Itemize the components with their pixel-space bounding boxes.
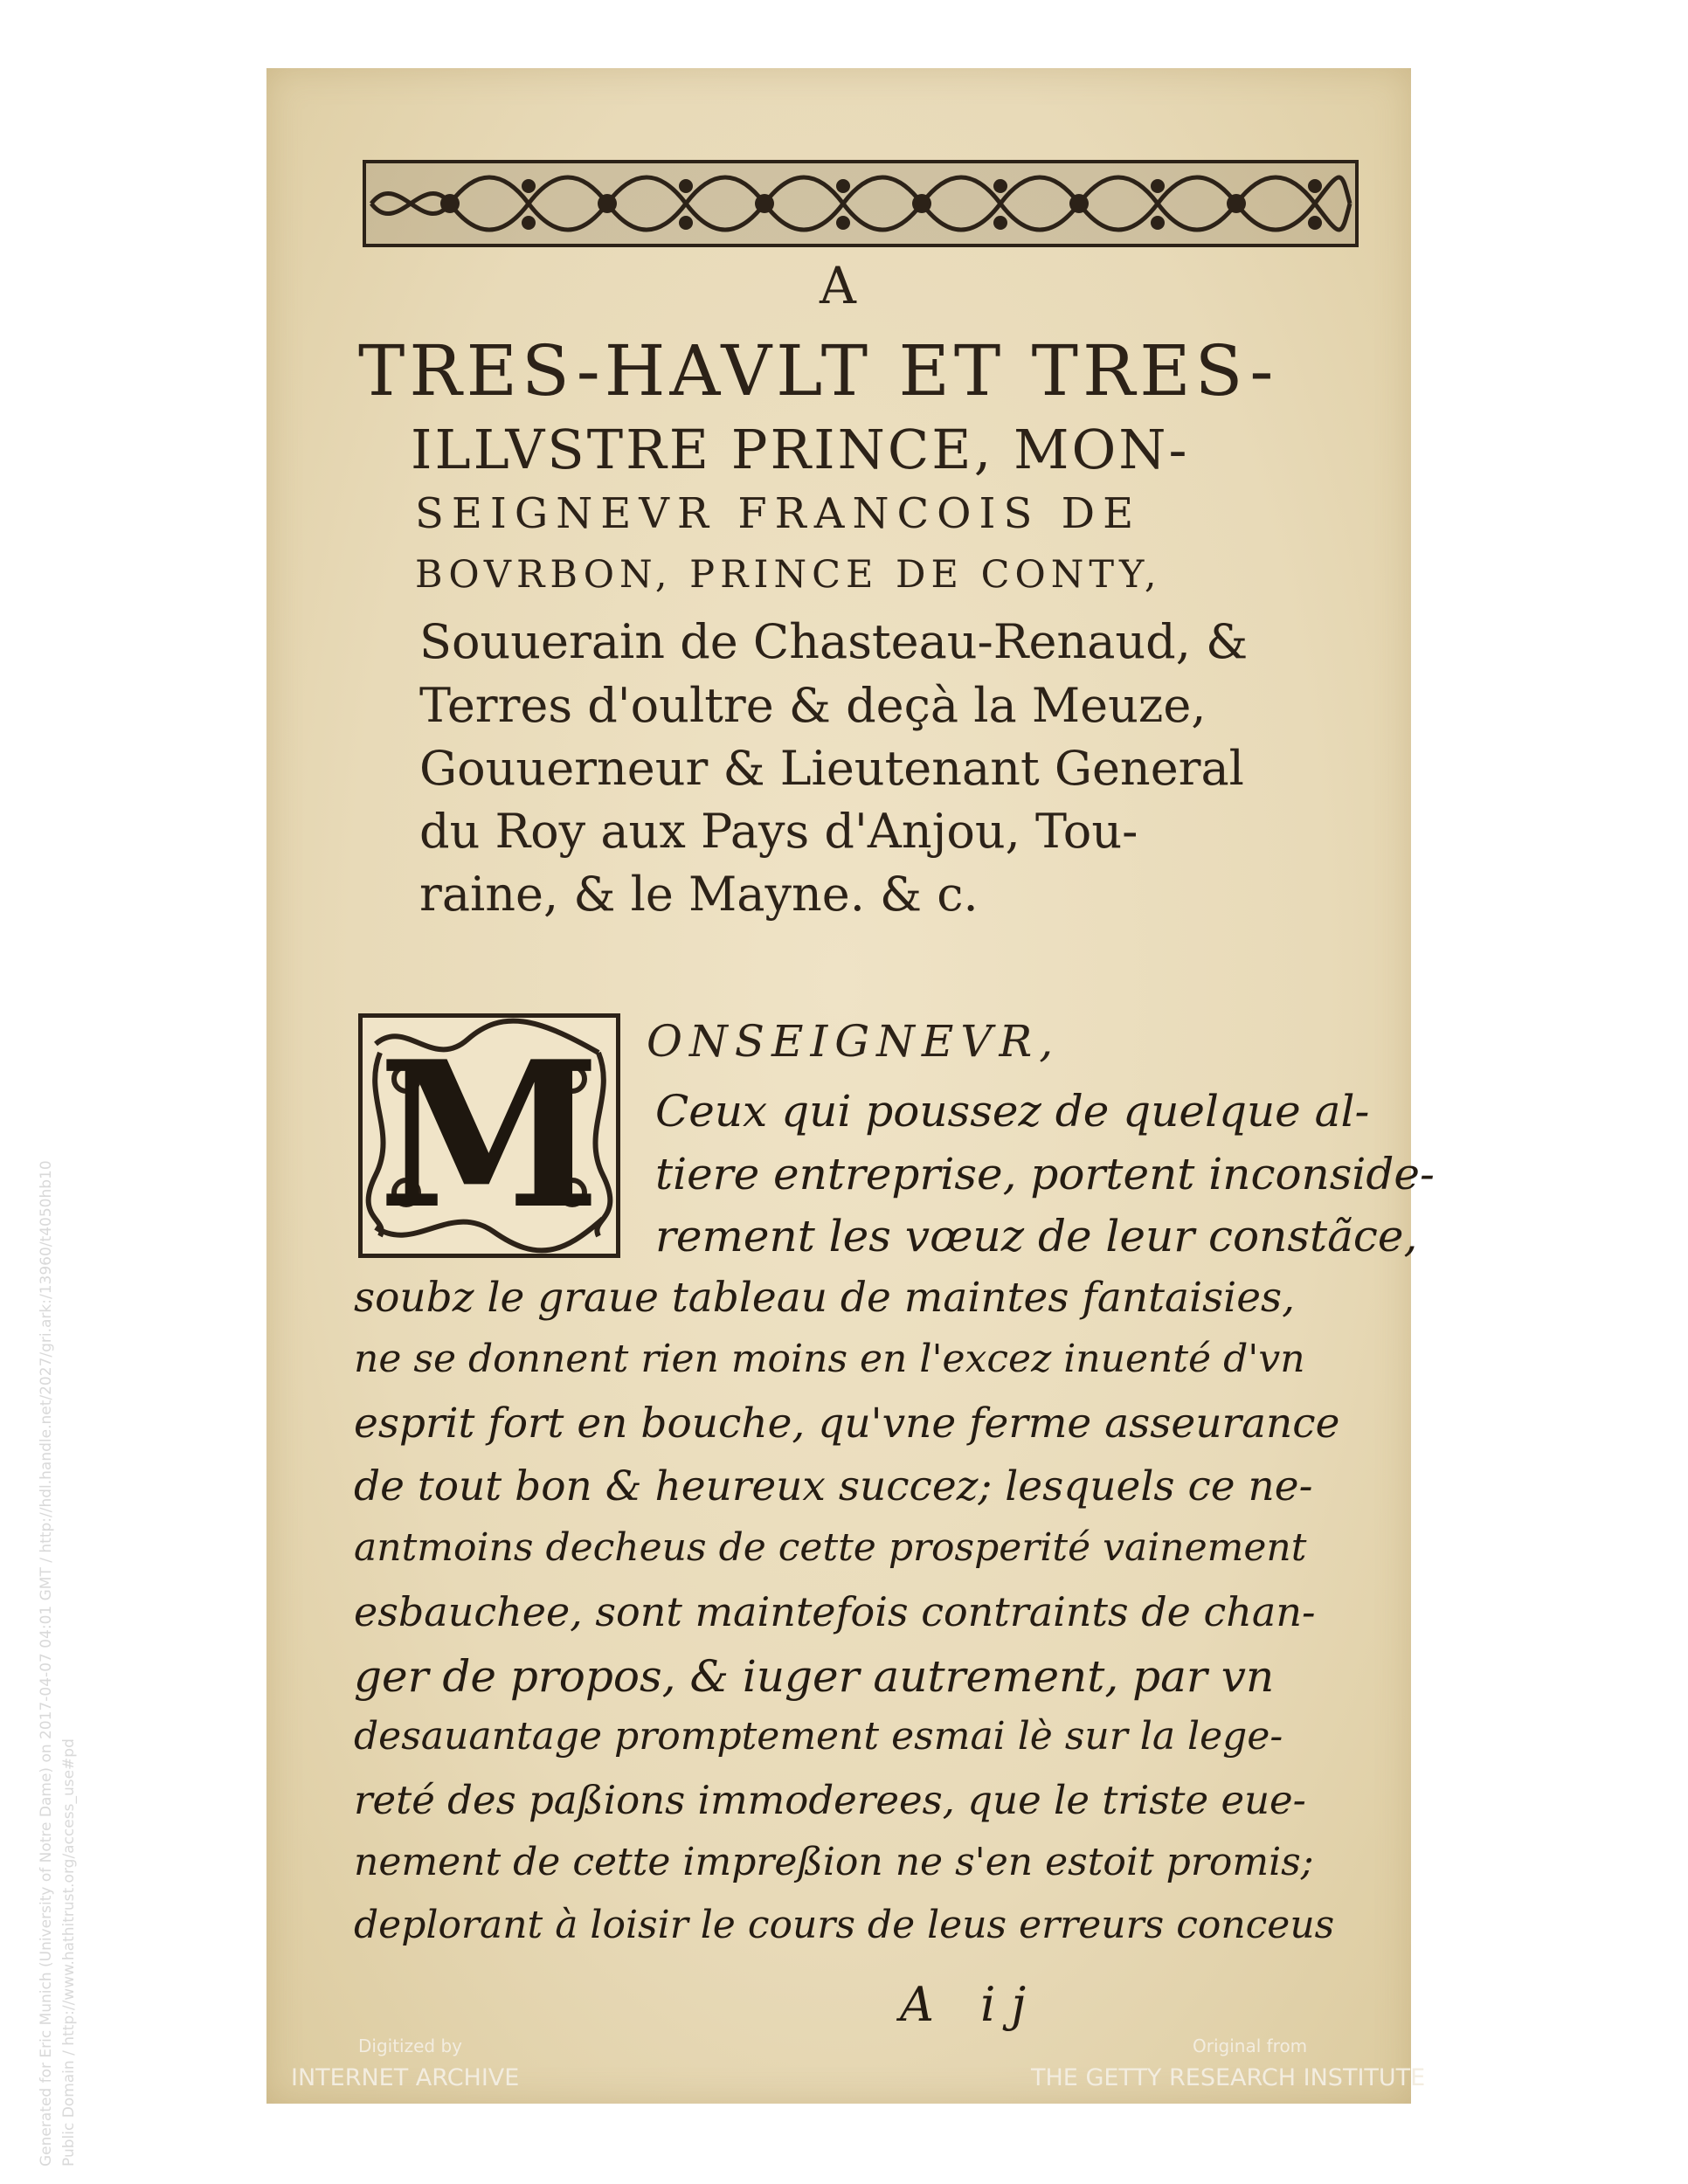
greeting: ONSEIGNEVR, bbox=[647, 1016, 1061, 1067]
body-line-5: ne se donnent rien moins en l'excez inuenté d'vn bbox=[354, 1337, 1305, 1381]
title-line-9: raine, & le Mayne. & c. bbox=[419, 867, 979, 922]
signature-mark: A ij bbox=[900, 1977, 1042, 2032]
title-line-1: TRES-HAVLT ET TRES- bbox=[358, 330, 1278, 411]
watermark-left-big: INTERNET ARCHIVE bbox=[291, 2064, 520, 2091]
body-line-2: tiere entreprise, portent inconside- bbox=[655, 1149, 1435, 1199]
body-line-9: esbauchee, sont maintefois contraints de chan- bbox=[354, 1588, 1316, 1635]
title-line-5: Souuerain de Chasteau-Renaud, & bbox=[419, 614, 1249, 669]
title-line-3: SEIGNEVR FRANCOIS DE bbox=[415, 489, 1142, 538]
body-line-3: rement les vœuz de leur constãce, bbox=[655, 1211, 1418, 1261]
body-line-7: de tout bon & heureux succez; lesquels ce ne- bbox=[354, 1462, 1313, 1510]
book-page bbox=[266, 68, 1435, 2104]
title-line-2: ILLVSTRE PRINCE, MON- bbox=[411, 418, 1190, 481]
body-line-12: reté des paßions immoderees, que le triste eue- bbox=[354, 1777, 1306, 1823]
watermark-left-small: Digitized by bbox=[358, 2035, 462, 2056]
body-line-6: esprit fort en bouche, qu'vne ferme asseurance bbox=[354, 1400, 1340, 1448]
title-line-8: du Roy aux Pays d'Anjou, Tou- bbox=[419, 804, 1138, 859]
title-line-6: Terres d'oultre & deçà la Meuze, bbox=[419, 678, 1207, 733]
body-line-4: soubz le graue tableau de maintes fantaisies, bbox=[354, 1274, 1296, 1322]
body-line-1: Ceux qui poussez de quelque al- bbox=[655, 1086, 1370, 1137]
initial-letter: M bbox=[377, 1018, 601, 1254]
body-line-11: desauantage promptement esmai lè sur la lege- bbox=[354, 1714, 1283, 1759]
side-note bbox=[35, 1160, 80, 2167]
title-line-4: BOVRBON, PRINCE DE CONTY, bbox=[415, 553, 1162, 597]
watermark-right-big: THE GETTY RESEARCH INSTITUTE bbox=[1031, 2064, 1426, 2091]
ornament-band bbox=[363, 160, 1359, 247]
side-note-line-2: Public Domain / http://www.hathitrust.org/access_use#pd bbox=[60, 1738, 78, 2167]
side-note-line-1: Generated for Eric Munich (University of Notre Dame) on 2017-04-07 04:01 GMT / http://hdl.handle.net/2027/gri.ark:/13960/t4050hb10 bbox=[38, 1160, 55, 2167]
watermark-right-small: Original from bbox=[1193, 2035, 1308, 2056]
decorated-initial bbox=[358, 1013, 620, 1258]
body-line-14: deplorant à loisir le cours de leus erreurs conceus bbox=[354, 1903, 1335, 1947]
heading-a: A bbox=[820, 256, 858, 315]
body-line-8: antmoins decheus de cette prosperité vainement bbox=[354, 1525, 1307, 1570]
body-line-10: ger de propos, & iuger autrement, par vn bbox=[354, 1651, 1275, 1702]
body-line-13: nement de cette impreßion ne s'en estoit promis; bbox=[354, 1840, 1314, 1884]
title-line-7: Gouuerneur & Lieutenant General bbox=[419, 741, 1244, 796]
